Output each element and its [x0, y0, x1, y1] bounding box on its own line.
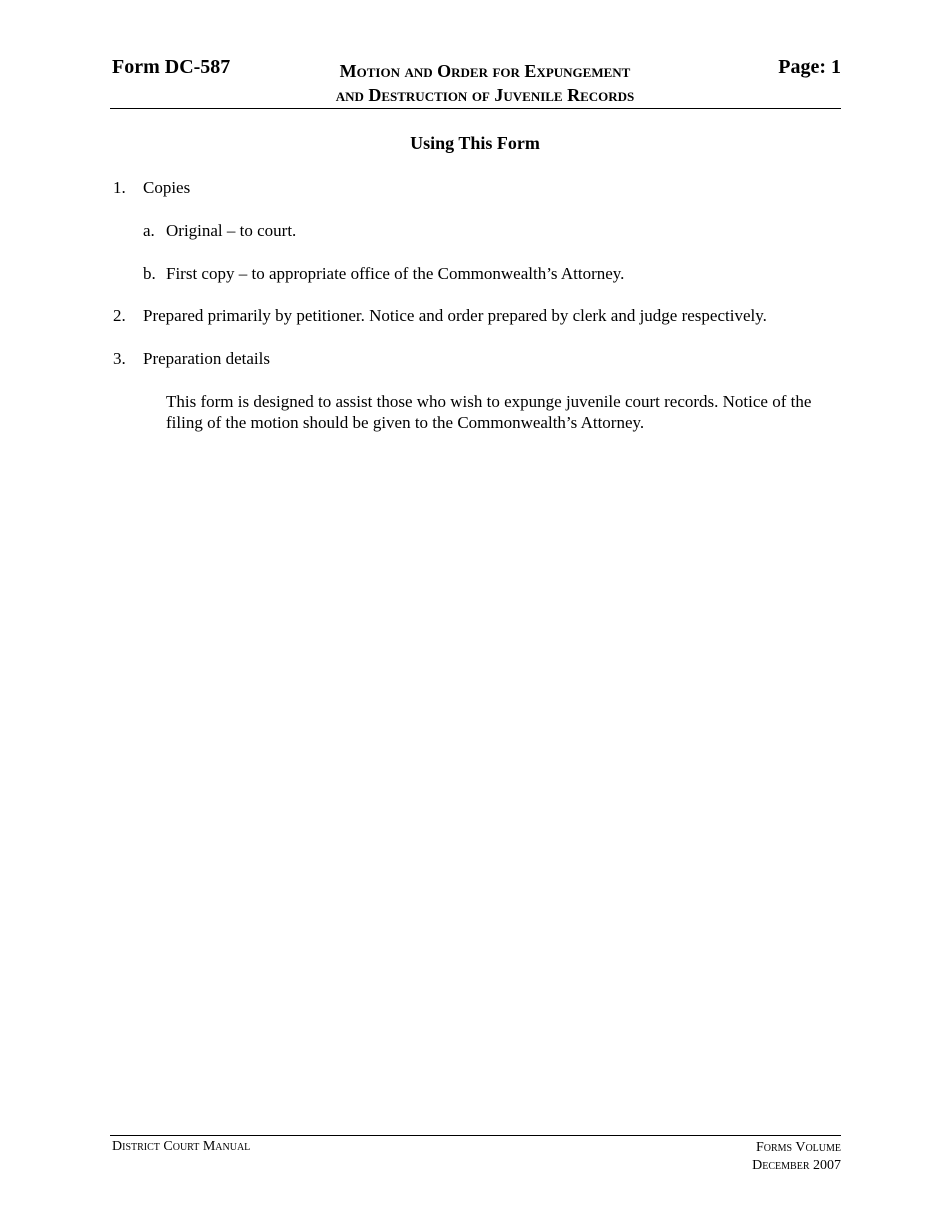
page-header	[110, 56, 841, 109]
form-title-line-1: Motion and Order for Expungement	[339, 61, 631, 81]
page-number: Page: 1	[778, 56, 841, 78]
footer-volume-info	[752, 1139, 841, 1175]
list-item-number: a.	[143, 221, 155, 240]
list-item-number: 3.	[113, 349, 126, 368]
form-number: Form DC-587	[112, 56, 231, 78]
footer-date: December 2007	[752, 1158, 841, 1173]
list-item-text: Original – to court.	[166, 221, 297, 240]
list-item-number: 2.	[113, 306, 126, 325]
list-item-text: Copies	[143, 178, 191, 197]
page-footer	[110, 1135, 841, 1173]
preparation-paragraph: This form is designed to assist those who wish to expunge juvenile court records. Notice of the filing of the motion should be given to the Commonwealth’s Attorney.	[166, 392, 812, 432]
footer-volume: Forms Volume	[755, 1140, 841, 1155]
list-item-text: Preparation details	[143, 349, 270, 368]
list-item-text: First copy – to appropriate office of the Commonwealth’s Attorney.	[166, 264, 625, 283]
form-title	[280, 59, 690, 107]
section-heading: Using This Form	[410, 133, 540, 153]
list-item-number: b.	[143, 264, 156, 283]
footer-manual-name: District Court Manual	[112, 1139, 251, 1154]
form-title-line-2: and Destruction of Juvenile Records	[335, 85, 635, 105]
list-item-text: Prepared primarily by petitioner. Notice and order prepared by clerk and judge respectively.	[143, 306, 767, 325]
list-item-number: 1.	[113, 178, 126, 197]
